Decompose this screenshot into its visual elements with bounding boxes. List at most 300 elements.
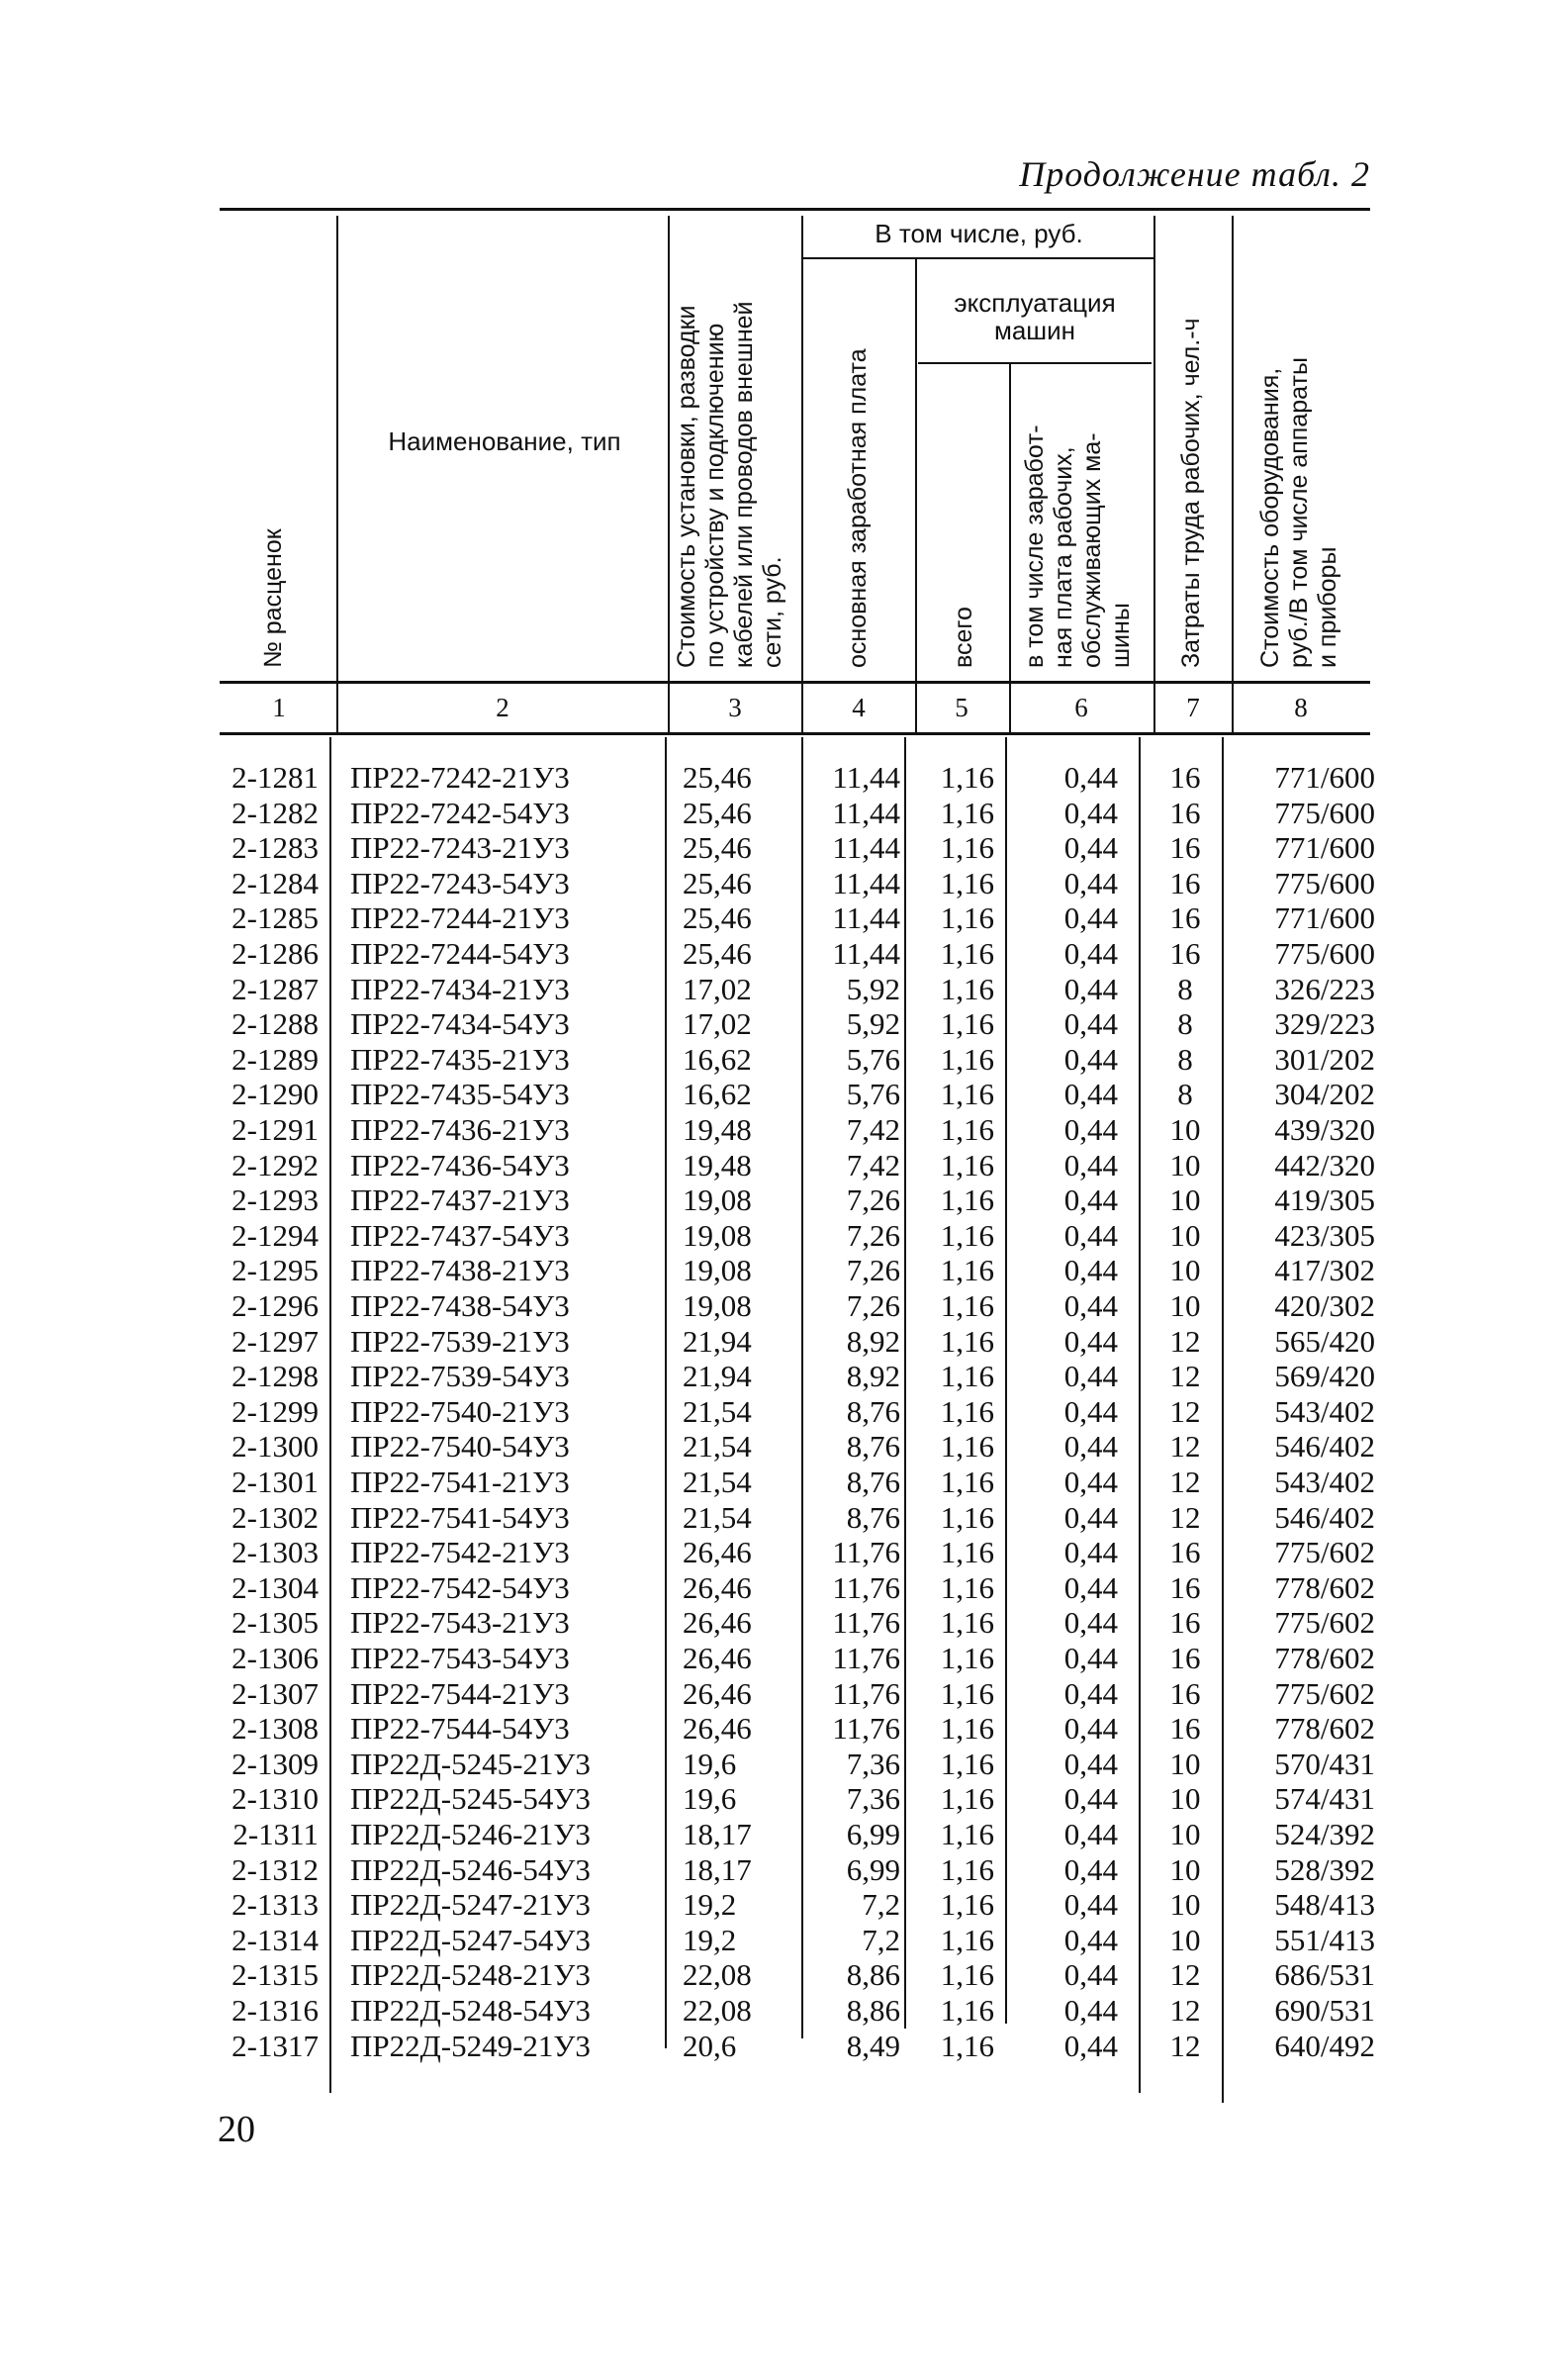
cell-install-cost: 25,46 <box>683 936 752 971</box>
table-row <box>0 1957 1568 1993</box>
cell-code: 2-1294 <box>231 1217 319 1253</box>
cell-equipment-cost: 771/600 <box>1274 900 1375 936</box>
cell-labor-hours: 16 <box>1169 795 1201 830</box>
cell-machine-total: 1,16 <box>940 1605 994 1641</box>
colnum-6: 6 <box>1074 693 1088 722</box>
cell-machine-total: 1,16 <box>940 1957 994 1993</box>
cell-base-wage: 11,44 <box>832 760 900 795</box>
cell-install-cost: 19,48 <box>683 1112 752 1147</box>
cell-name: ПР22-7539-21У3 <box>350 1323 570 1359</box>
header-divider-4 <box>915 259 917 732</box>
cell-code: 2-1288 <box>231 1006 319 1042</box>
cell-machine-wage: 0,44 <box>1063 1746 1118 1781</box>
cell-base-wage: 8,76 <box>846 1429 900 1465</box>
cell-equipment-cost: 569/420 <box>1274 1359 1375 1394</box>
page-number: 20 <box>218 2109 255 2150</box>
cell-name: ПР22-7539-54У3 <box>350 1359 570 1394</box>
cell-name: ПР22-7436-54У3 <box>350 1147 570 1182</box>
cell-machine-wage: 0,44 <box>1063 936 1118 971</box>
cell-machine-wage: 0,44 <box>1063 900 1118 936</box>
cell-name: ПР22Д-5246-21У3 <box>350 1817 591 1851</box>
cell-name: ПР22-7434-54У3 <box>350 1006 570 1042</box>
cell-labor-hours: 10 <box>1169 1182 1201 1218</box>
cell-machine-total: 1,16 <box>940 1182 994 1218</box>
cell-install-cost: 26,46 <box>683 1675 752 1711</box>
cell-code: 2-1290 <box>231 1077 319 1112</box>
cell-install-cost: 21,54 <box>683 1465 752 1499</box>
cell-install-cost: 26,46 <box>683 1569 752 1605</box>
cell-machine-total: 1,16 <box>940 1817 994 1851</box>
table-row <box>0 760 1568 796</box>
cell-install-cost: 21,54 <box>683 1499 752 1535</box>
header-col8 <box>1256 357 1342 668</box>
cell-machine-total: 1,16 <box>940 1112 994 1147</box>
cell-machine-wage: 0,44 <box>1063 1711 1118 1747</box>
cell-machine-total: 1,16 <box>940 1499 994 1535</box>
cell-machine-total: 1,16 <box>940 1746 994 1781</box>
cell-name: ПР22-7542-21У3 <box>350 1535 570 1570</box>
cell-labor-hours: 16 <box>1169 900 1201 936</box>
cell-labor-hours: 10 <box>1169 1887 1201 1923</box>
cell-base-wage: 7,42 <box>846 1112 900 1147</box>
cell-name: ПР22-7438-21У3 <box>350 1253 570 1288</box>
cell-base-wage: 11,76 <box>832 1675 900 1711</box>
cell-machine-total: 1,16 <box>940 1077 994 1112</box>
table-row <box>0 1465 1568 1500</box>
header-group-machine-line2: машин <box>993 316 1076 345</box>
cell-machine-total: 1,16 <box>940 1041 994 1077</box>
cell-code: 2-1292 <box>231 1147 319 1182</box>
table-row <box>0 972 1568 1007</box>
cell-base-wage: 11,44 <box>832 865 900 900</box>
cell-equipment-cost: 423/305 <box>1274 1217 1375 1253</box>
cell-machine-wage: 0,44 <box>1063 1887 1118 1923</box>
cell-machine-wage: 0,44 <box>1063 1323 1118 1359</box>
cell-name: ПР22-7437-54У3 <box>350 1217 570 1253</box>
cell-install-cost: 20,6 <box>683 2028 737 2063</box>
cell-equipment-cost: 775/602 <box>1274 1675 1375 1711</box>
cell-labor-hours: 10 <box>1169 1253 1201 1288</box>
cell-machine-wage: 0,44 <box>1063 1641 1118 1675</box>
colnum-3: 3 <box>728 693 742 722</box>
table-row <box>0 1253 1568 1288</box>
cell-code: 2-1307 <box>231 1675 319 1711</box>
cell-equipment-cost: 546/402 <box>1274 1429 1375 1465</box>
cell-machine-wage: 0,44 <box>1063 1182 1118 1218</box>
cell-name: ПР22-7438-54У3 <box>350 1288 570 1323</box>
header-divider-6 <box>1153 216 1155 732</box>
cell-install-cost: 25,46 <box>683 900 752 936</box>
header-col6-line1: в том числе зарабoт- <box>1021 425 1049 668</box>
cell-machine-wage: 0,44 <box>1063 1077 1118 1112</box>
cell-name: ПР22Д-5246-54У3 <box>350 1851 591 1887</box>
cell-equipment-cost: 775/600 <box>1274 795 1375 830</box>
cell-code: 2-1303 <box>231 1535 319 1570</box>
header-col8-line3: и приборы <box>1314 546 1341 668</box>
cell-install-cost: 19,2 <box>683 1887 737 1923</box>
cell-machine-total: 1,16 <box>940 1781 994 1817</box>
table-row <box>0 1006 1568 1042</box>
table-row <box>0 1394 1568 1430</box>
cell-code: 2-1309 <box>231 1746 319 1781</box>
cell-equipment-cost: 301/202 <box>1274 1041 1375 1077</box>
cell-machine-total: 1,16 <box>940 1465 994 1499</box>
cell-code: 2-1305 <box>231 1605 319 1641</box>
continuation-title: Продолжение табл. 2 <box>1019 154 1370 194</box>
cell-name: ПР22Д-5245-21У3 <box>350 1746 591 1781</box>
cell-machine-total: 1,16 <box>940 1887 994 1923</box>
cell-machine-wage: 0,44 <box>1063 1393 1118 1429</box>
table-row <box>0 1500 1568 1536</box>
cell-install-cost: 25,46 <box>683 865 752 900</box>
table-row <box>0 796 1568 831</box>
cell-install-cost: 19,6 <box>683 1781 737 1817</box>
cell-name: ПР22-7544-54У3 <box>350 1711 570 1747</box>
cell-equipment-cost: 420/302 <box>1274 1288 1375 1323</box>
cell-machine-wage: 0,44 <box>1063 830 1118 866</box>
colnum-1: 1 <box>272 693 286 722</box>
cell-equipment-cost: 439/320 <box>1274 1112 1375 1147</box>
cell-base-wage: 8,76 <box>846 1393 900 1429</box>
table-row <box>0 1324 1568 1360</box>
header-col7 <box>1177 318 1206 668</box>
cell-labor-hours: 8 <box>1177 1041 1193 1077</box>
cell-code: 2-1312 <box>231 1851 319 1887</box>
cell-equipment-cost: 775/600 <box>1274 936 1375 971</box>
cell-install-cost: 17,02 <box>683 971 752 1006</box>
cell-base-wage: 11,76 <box>832 1711 900 1747</box>
cell-base-wage: 5,92 <box>846 1006 900 1042</box>
cell-labor-hours: 16 <box>1169 760 1201 795</box>
header-col6-line4: шины <box>1107 603 1135 668</box>
cell-install-cost: 26,46 <box>683 1535 752 1570</box>
cell-labor-hours: 16 <box>1169 1711 1201 1747</box>
table-row <box>0 1429 1568 1465</box>
cell-machine-wage: 0,44 <box>1063 1499 1118 1535</box>
cell-code: 2-1315 <box>231 1957 319 1993</box>
cell-code: 2-1304 <box>231 1569 319 1605</box>
cell-equipment-cost: 690/531 <box>1274 1993 1375 2028</box>
cell-name: ПР22-7541-54У3 <box>350 1499 570 1535</box>
table-row <box>0 1852 1568 1888</box>
cell-equipment-cost: 640/492 <box>1274 2028 1375 2063</box>
cell-name: ПР22-7434-21У3 <box>350 971 570 1006</box>
table-row <box>0 1359 1568 1394</box>
cell-base-wage: 11,44 <box>832 900 900 936</box>
cell-equipment-cost: 329/223 <box>1274 1006 1375 1042</box>
cell-install-cost: 21,94 <box>683 1359 752 1394</box>
cell-equipment-cost: 574/431 <box>1274 1781 1375 1817</box>
cell-equipment-cost: 778/602 <box>1274 1569 1375 1605</box>
cell-install-cost: 19,08 <box>683 1253 752 1288</box>
cell-machine-total: 1,16 <box>940 865 994 900</box>
table-top-rule <box>220 208 1370 211</box>
cell-machine-total: 1,16 <box>940 1711 994 1747</box>
cell-install-cost: 19,08 <box>683 1288 752 1323</box>
cell-labor-hours: 10 <box>1169 1217 1201 1253</box>
cell-machine-total: 1,16 <box>940 1641 994 1675</box>
table-row <box>0 830 1568 866</box>
cell-labor-hours: 10 <box>1169 1746 1201 1781</box>
cell-code: 2-1308 <box>231 1711 319 1747</box>
cell-name: ПР22-7435-54У3 <box>350 1077 570 1112</box>
table-row <box>0 900 1568 936</box>
cell-name: ПР22Д-5248-54У3 <box>350 1993 591 2028</box>
cell-base-wage: 6,99 <box>846 1851 900 1887</box>
cell-labor-hours: 16 <box>1169 936 1201 971</box>
cell-code: 2-1295 <box>231 1253 319 1288</box>
cell-equipment-cost: 546/402 <box>1274 1499 1375 1535</box>
header-col5 <box>950 607 978 668</box>
cell-machine-total: 1,16 <box>940 2028 994 2063</box>
cell-labor-hours: 12 <box>1169 1993 1201 2028</box>
cell-base-wage: 8,76 <box>846 1465 900 1499</box>
cell-labor-hours: 12 <box>1169 1323 1201 1359</box>
cell-machine-wage: 0,44 <box>1063 1112 1118 1147</box>
cell-machine-total: 1,16 <box>940 1535 994 1570</box>
cell-machine-wage: 0,44 <box>1063 1781 1118 1817</box>
subgroup-header-rule <box>918 362 1152 364</box>
cell-name: ПР22-7540-21У3 <box>350 1393 570 1429</box>
cell-name: ПР22-7540-54У3 <box>350 1429 570 1465</box>
header-col1-text: № расценок <box>259 528 287 668</box>
cell-labor-hours: 12 <box>1169 1957 1201 1993</box>
cell-code: 2-1314 <box>231 1922 319 1957</box>
header-col6 <box>1021 425 1136 668</box>
cell-code: 2-1284 <box>231 865 319 900</box>
cell-name: ПР22-7437-21У3 <box>350 1182 570 1218</box>
cell-labor-hours: 16 <box>1169 1605 1201 1641</box>
cell-equipment-cost: 442/320 <box>1274 1147 1375 1182</box>
cell-equipment-cost: 326/223 <box>1274 971 1375 1006</box>
cell-name: ПР22-7242-21У3 <box>350 760 570 795</box>
cell-machine-wage: 0,44 <box>1063 1993 1118 2028</box>
cell-base-wage: 8,86 <box>846 1957 900 1993</box>
colnum-7: 7 <box>1186 693 1200 722</box>
cell-machine-total: 1,16 <box>940 1253 994 1288</box>
header-col8-line2: руб./В том числе аппараты <box>1285 357 1313 668</box>
cell-code: 2-1285 <box>231 900 319 936</box>
cell-code: 2-1311 <box>232 1817 319 1851</box>
cell-machine-wage: 0,44 <box>1063 1675 1118 1711</box>
cell-base-wage: 11,44 <box>832 830 900 866</box>
cell-name: ПР22-7435-21У3 <box>350 1041 570 1077</box>
cell-code: 2-1317 <box>231 2028 319 2063</box>
cell-base-wage: 11,76 <box>832 1535 900 1570</box>
cell-install-cost: 16,62 <box>683 1077 752 1112</box>
cell-equipment-cost: 417/302 <box>1274 1253 1375 1288</box>
header-col3-line1: Стоимость установки, разводки <box>673 305 700 668</box>
cell-install-cost: 19,08 <box>683 1217 752 1253</box>
cell-machine-wage: 0,44 <box>1063 1535 1118 1570</box>
cell-labor-hours: 10 <box>1169 1288 1201 1323</box>
cell-install-cost: 22,08 <box>683 1957 752 1993</box>
cell-equipment-cost: 543/402 <box>1274 1393 1375 1429</box>
table-row <box>0 1993 1568 2029</box>
table-row <box>0 1288 1568 1324</box>
cell-machine-total: 1,16 <box>940 900 994 936</box>
cell-name: ПР22Д-5247-54У3 <box>350 1922 591 1957</box>
cell-machine-wage: 0,44 <box>1063 865 1118 900</box>
cell-name: ПР22-7543-21У3 <box>350 1605 570 1641</box>
cell-machine-wage: 0,44 <box>1063 1359 1118 1394</box>
cell-labor-hours: 16 <box>1169 1641 1201 1675</box>
cell-machine-wage: 0,44 <box>1063 1817 1118 1851</box>
cell-machine-total: 1,16 <box>940 1675 994 1711</box>
cell-install-cost: 26,46 <box>683 1711 752 1747</box>
cell-machine-wage: 0,44 <box>1063 1429 1118 1465</box>
cell-name: ПР22-7543-54У3 <box>350 1641 570 1675</box>
cell-base-wage: 7,36 <box>846 1781 900 1817</box>
cell-code: 2-1301 <box>231 1465 319 1499</box>
cell-equipment-cost: 528/392 <box>1274 1851 1375 1887</box>
cell-install-cost: 18,17 <box>683 1817 752 1851</box>
header-col4 <box>844 348 873 668</box>
cell-code: 2-1310 <box>231 1781 319 1817</box>
cell-labor-hours: 16 <box>1169 865 1201 900</box>
cell-labor-hours: 10 <box>1169 1147 1201 1182</box>
cell-install-cost: 25,46 <box>683 795 752 830</box>
cell-labor-hours: 12 <box>1169 1429 1201 1465</box>
cell-install-cost: 25,46 <box>683 760 752 795</box>
cell-code: 2-1293 <box>231 1182 319 1218</box>
header-col3 <box>673 301 787 668</box>
cell-machine-total: 1,16 <box>940 1288 994 1323</box>
cell-code: 2-1289 <box>231 1041 319 1077</box>
cell-machine-wage: 0,44 <box>1063 760 1118 795</box>
header-col3-line2: по устройству и подключению <box>701 323 729 668</box>
cell-name: ПР22-7541-21У3 <box>350 1465 570 1499</box>
cell-install-cost: 21,94 <box>683 1323 752 1359</box>
header-divider-5 <box>1009 364 1011 732</box>
cell-equipment-cost: 524/392 <box>1274 1817 1375 1851</box>
cell-name: ПР22-7544-21У3 <box>350 1675 570 1711</box>
cell-install-cost: 19,2 <box>683 1922 737 1957</box>
cell-machine-total: 1,16 <box>940 760 994 795</box>
cell-machine-wage: 0,44 <box>1063 1217 1118 1253</box>
table-row <box>0 1182 1568 1218</box>
cell-labor-hours: 8 <box>1177 971 1193 1006</box>
cell-machine-wage: 0,44 <box>1063 2028 1118 2063</box>
cell-equipment-cost: 570/431 <box>1274 1746 1375 1781</box>
cell-machine-total: 1,16 <box>940 936 994 971</box>
header-divider-3 <box>801 216 803 732</box>
cell-base-wage: 7,42 <box>846 1147 900 1182</box>
cell-machine-total: 1,16 <box>940 1569 994 1605</box>
cell-name: ПР22Д-5247-21У3 <box>350 1887 591 1923</box>
cell-labor-hours: 16 <box>1169 830 1201 866</box>
cell-labor-hours: 10 <box>1169 1817 1201 1851</box>
cell-base-wage: 7,26 <box>846 1288 900 1323</box>
cell-machine-wage: 0,44 <box>1063 1851 1118 1887</box>
cell-code: 2-1306 <box>231 1641 319 1675</box>
cell-base-wage: 6,99 <box>846 1817 900 1851</box>
table-row <box>0 1218 1568 1254</box>
cell-base-wage: 7,26 <box>846 1182 900 1218</box>
cell-base-wage: 8,76 <box>846 1499 900 1535</box>
cell-base-wage: 8,86 <box>846 1993 900 2028</box>
colnum-5: 5 <box>955 693 968 722</box>
cell-base-wage: 5,76 <box>846 1077 900 1112</box>
cell-equipment-cost: 775/602 <box>1274 1535 1375 1570</box>
table-row <box>0 1112 1568 1148</box>
cell-code: 2-1296 <box>231 1288 319 1323</box>
cell-labor-hours: 16 <box>1169 1569 1201 1605</box>
cell-machine-wage: 0,44 <box>1063 1147 1118 1182</box>
cell-install-cost: 26,46 <box>683 1641 752 1675</box>
cell-base-wage: 7,26 <box>846 1217 900 1253</box>
cell-install-cost: 19,6 <box>683 1746 737 1781</box>
cell-labor-hours: 12 <box>1169 1393 1201 1429</box>
cell-machine-wage: 0,44 <box>1063 1041 1118 1077</box>
cell-machine-wage: 0,44 <box>1063 1569 1118 1605</box>
colnum-8: 8 <box>1294 693 1308 722</box>
cell-machine-total: 1,16 <box>940 1851 994 1887</box>
header-group-in-that-number: В том числе, руб. <box>875 219 1083 248</box>
cell-name: ПР22-7243-54У3 <box>350 865 570 900</box>
table-row <box>0 1570 1568 1606</box>
cell-base-wage: 11,76 <box>832 1641 900 1675</box>
cell-install-cost: 22,08 <box>683 1993 752 2028</box>
cell-machine-wage: 0,44 <box>1063 1253 1118 1288</box>
cell-labor-hours: 8 <box>1177 1077 1193 1112</box>
table-row <box>0 1605 1568 1641</box>
cell-machine-wage: 0,44 <box>1063 1922 1118 1957</box>
colnum-2: 2 <box>496 693 509 722</box>
header-col8-line1: Стоимость оборудования, <box>1256 367 1284 668</box>
cell-machine-wage: 0,44 <box>1063 1288 1118 1323</box>
table-row <box>0 1042 1568 1078</box>
cell-install-cost: 16,62 <box>683 1041 752 1077</box>
cell-equipment-cost: 551/413 <box>1274 1922 1375 1957</box>
header-divider-1 <box>336 216 338 732</box>
cell-equipment-cost: 565/420 <box>1274 1323 1375 1359</box>
cell-machine-total: 1,16 <box>940 1922 994 1957</box>
cell-machine-total: 1,16 <box>940 1993 994 2028</box>
cell-labor-hours: 10 <box>1169 1851 1201 1887</box>
cell-base-wage: 7,2 <box>862 1887 900 1923</box>
cell-equipment-cost: 419/305 <box>1274 1182 1375 1218</box>
cell-code: 2-1298 <box>231 1359 319 1394</box>
cell-machine-total: 1,16 <box>940 1359 994 1394</box>
cell-labor-hours: 16 <box>1169 1675 1201 1711</box>
cell-install-cost: 19,08 <box>683 1182 752 1218</box>
cell-machine-total: 1,16 <box>940 971 994 1006</box>
cell-code: 2-1316 <box>231 1993 319 2028</box>
header-group-machine-operation <box>918 289 1152 344</box>
cell-equipment-cost: 778/602 <box>1274 1711 1375 1747</box>
cell-base-wage: 7,2 <box>862 1922 900 1957</box>
cell-equipment-cost: 775/600 <box>1274 865 1375 900</box>
cell-install-cost: 26,46 <box>683 1605 752 1641</box>
header-bottom-rule <box>220 681 1370 684</box>
header-col3-line4: сети, руб. <box>759 556 786 668</box>
cell-install-cost: 19,48 <box>683 1147 752 1182</box>
cell-install-cost: 21,54 <box>683 1429 752 1465</box>
cell-install-cost: 17,02 <box>683 1006 752 1042</box>
table-row <box>0 1747 1568 1782</box>
cell-labor-hours: 10 <box>1169 1112 1201 1147</box>
cell-machine-total: 1,16 <box>940 1217 994 1253</box>
cell-code: 2-1283 <box>231 830 319 866</box>
cell-name: ПР22-7244-21У3 <box>350 900 570 936</box>
cell-code: 2-1302 <box>231 1499 319 1535</box>
header-col6-line3: обслуживающих ма- <box>1078 432 1106 668</box>
header-divider-2 <box>668 216 670 732</box>
header-col7-text: Затраты труда рабочих, чел.-ч <box>1177 318 1205 668</box>
cell-base-wage: 8,92 <box>846 1323 900 1359</box>
cell-labor-hours: 16 <box>1169 1535 1201 1570</box>
